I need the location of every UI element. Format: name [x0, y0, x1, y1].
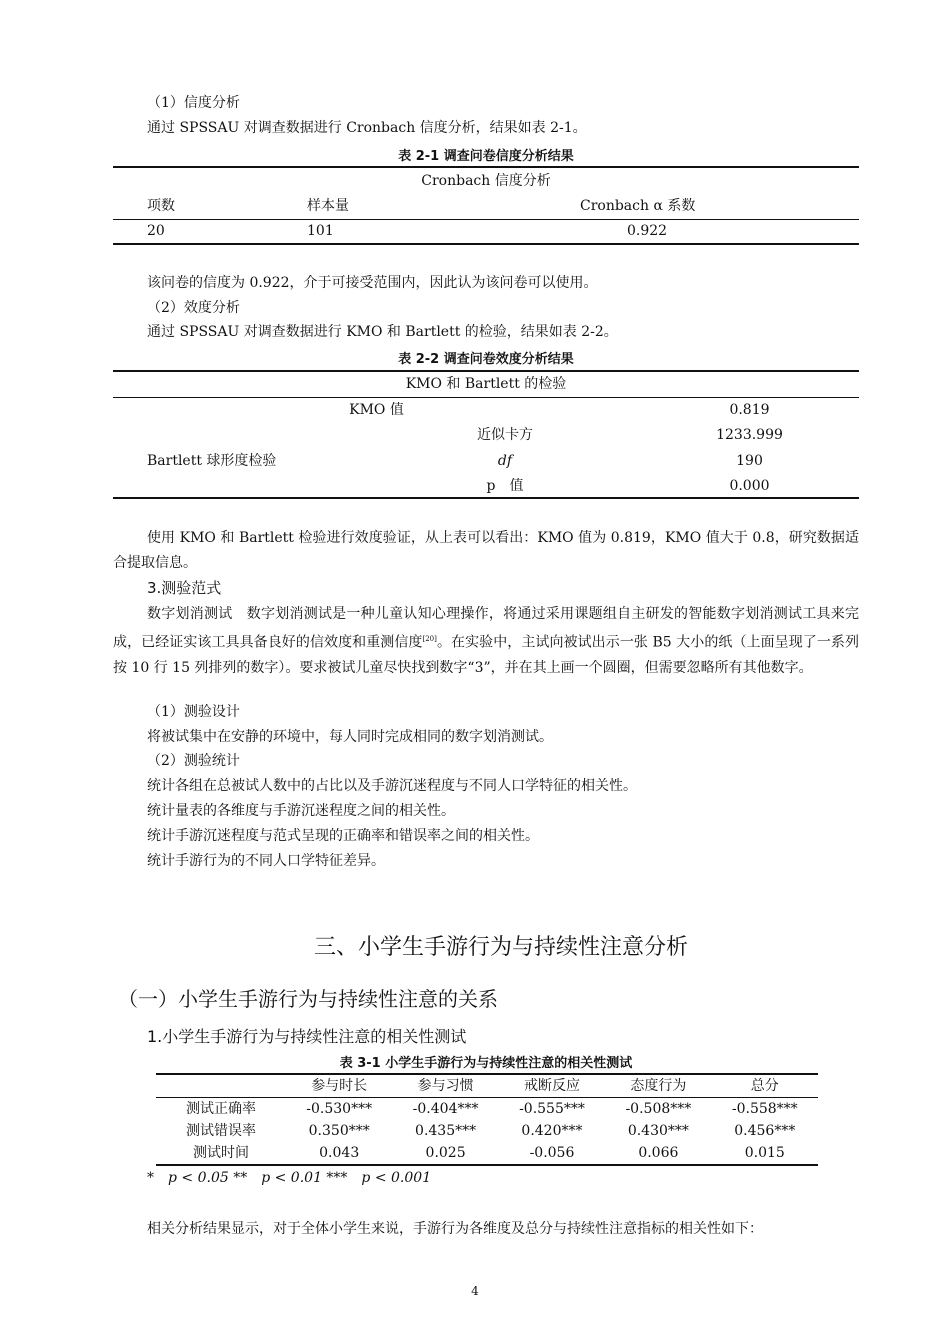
- stats-item: 统计各组在总被试人数中的占比以及手游沉迷程度与不同人口学特征的相关性。: [147, 778, 637, 794]
- stats-item: 统计手游行为的不同人口学特征差异。: [147, 853, 385, 869]
- design-heading: （1）测验设计: [147, 704, 240, 720]
- kmo-value: 0.819: [729, 402, 770, 418]
- table-title: KMO 和 Bartlett 的检验: [405, 376, 567, 392]
- table-row: [156, 1120, 818, 1142]
- validity-conclusion: 使用 KMO 和 Bartlett 检验进行效度验证，从上表可以看出：KMO 值为 0.819，KMO 值大于 0.8，研究数据适合提取信息。: [113, 530, 859, 571]
- stats-item: 统计手游沉迷程度与范式呈现的正确率和错误率之间的相关性。: [147, 828, 539, 844]
- row-label: 测试错误率: [186, 1123, 256, 1139]
- cell-alpha: 0.922: [627, 223, 668, 239]
- stats-item: 统计量表的各维度与手游沉迷程度之间的相关性。: [147, 803, 455, 819]
- validity-heading: （2）效度分析: [147, 300, 240, 316]
- table-header-row: [156, 1075, 818, 1098]
- table-bottom-rule: [113, 243, 859, 245]
- chi-square-label: 近似卡方: [477, 427, 533, 443]
- table-cell: 0.015: [744, 1145, 785, 1161]
- df-value: 190: [736, 453, 763, 469]
- row-label: 测试时间: [193, 1145, 249, 1161]
- reliability-conclusion: 该问卷的信度为 0.922，介于可接受范围内，因此认为该问卷可以使用。: [147, 275, 598, 291]
- paradigm-paragraph: [113, 602, 859, 681]
- header-sample-size: 样本量: [307, 198, 349, 214]
- cell-sample-size: 101: [307, 223, 334, 239]
- table-cell: 0.025: [425, 1145, 466, 1161]
- p-label: p 值: [486, 478, 524, 494]
- table-row: [156, 1098, 818, 1121]
- table-cell: 0.350***: [308, 1123, 370, 1139]
- table-mid-rule: [113, 397, 859, 398]
- table-bottom-rule: [113, 497, 859, 499]
- table-3-1-caption: 表 3-1 小学生手游行为与持续性注意的相关性测试: [339, 1056, 633, 1071]
- table-top-rule: [113, 166, 859, 168]
- header-alpha: Cronbach α 系数: [580, 198, 696, 214]
- table-row: [156, 1142, 818, 1165]
- table-cell: -0.555***: [519, 1101, 585, 1117]
- header-col: 态度行为: [630, 1078, 687, 1094]
- table-mid-rule: [113, 219, 859, 220]
- validity-intro: 通过 SPSSAU 对调查数据进行 KMO 和 Bartlett 的检验，结果如表 2-2。: [147, 324, 618, 340]
- design-text: 将被试集中在安静的环境中，每人同时完成相同的数字划消测试。: [147, 729, 553, 745]
- df-label: df: [497, 453, 513, 469]
- section-3-heading: 3.测验范式: [147, 579, 222, 597]
- header-item-count: 项数: [147, 198, 175, 214]
- row-label: 测试正确率: [186, 1101, 256, 1117]
- header-col: 戒断反应: [523, 1078, 580, 1094]
- table-cell: -0.558***: [731, 1101, 798, 1117]
- citation-ref: [20]: [422, 635, 437, 643]
- correlation-conclusion: 相关分析结果显示，对于全体小学生来说，手游行为各维度及总分与持续性注意指标的相关性如下：: [147, 1221, 763, 1237]
- header-col: 总分: [750, 1078, 779, 1094]
- chapter-title: 三、小学生手游行为与持续性注意分析: [313, 935, 688, 960]
- table-cell: 0.430***: [627, 1123, 689, 1139]
- table-cell: -0.508***: [625, 1101, 692, 1117]
- p-value: 0.000: [729, 478, 770, 494]
- header-col: 参与时长: [311, 1078, 368, 1094]
- table-cell: -0.056: [529, 1145, 575, 1161]
- reliability-heading: （1）信度分析: [147, 95, 240, 111]
- table-2-1-caption: 表 2-1 调查问卷信度分析结果: [398, 149, 574, 164]
- bartlett-label: Bartlett 球形度检验: [147, 453, 277, 469]
- table-cell: 0.456***: [734, 1123, 796, 1139]
- table-cell: 0.435***: [415, 1123, 477, 1139]
- table-cell: 0.043: [319, 1145, 360, 1161]
- table-cell: 0.420***: [521, 1123, 583, 1139]
- table-cell: 0.066: [638, 1145, 679, 1161]
- section-title: （一）小学生手游行为与持续性注意的关系: [118, 987, 498, 1011]
- paradigm-text-a: 数字划消测试 数字划消测试是一种儿童认知心理操作，将通过采用课题组自主研发的智能数字划消测试工具来完成，已经证实该工具具备良好的信效度和重测信度: [113, 606, 859, 651]
- table-3-1-note: * p < 0.05 ** p < 0.01 *** p < 0.001: [147, 1170, 432, 1186]
- paradigm-text-b: 。在实验中，主试向被试出示一张 B5 大小的纸（上面呈现了一系列按 10 行 15 列排列的数字）。要求被试儿童尽快找到数字“3”，并在其上画一个圆圈，但需要忽略所有其他数字。: [113, 634, 859, 676]
- table-2-2-caption: 表 2-2 调查问卷效度分析结果: [398, 352, 574, 367]
- stats-heading: （2）测验统计: [147, 753, 240, 769]
- header-blank: [156, 1075, 286, 1098]
- table-cell: -0.404***: [412, 1101, 479, 1117]
- kmo-label: KMO 值: [349, 402, 404, 418]
- reliability-intro: 通过 SPSSAU 对调查数据进行 Cronbach 信度分析，结果如表 2-1。: [147, 120, 587, 136]
- subsection-title: 1.小学生手游行为与持续性注意的相关性测试: [147, 1027, 467, 1046]
- table-3-1: [156, 1075, 818, 1166]
- header-col: 参与习惯: [417, 1078, 474, 1094]
- table-cell: -0.530***: [306, 1101, 373, 1117]
- page-number: 4: [471, 1284, 479, 1298]
- table-title: Cronbach 信度分析: [421, 173, 551, 189]
- chi-square-value: 1233.999: [716, 427, 783, 443]
- cell-item-count: 20: [147, 223, 165, 239]
- table-top-rule: [113, 370, 859, 372]
